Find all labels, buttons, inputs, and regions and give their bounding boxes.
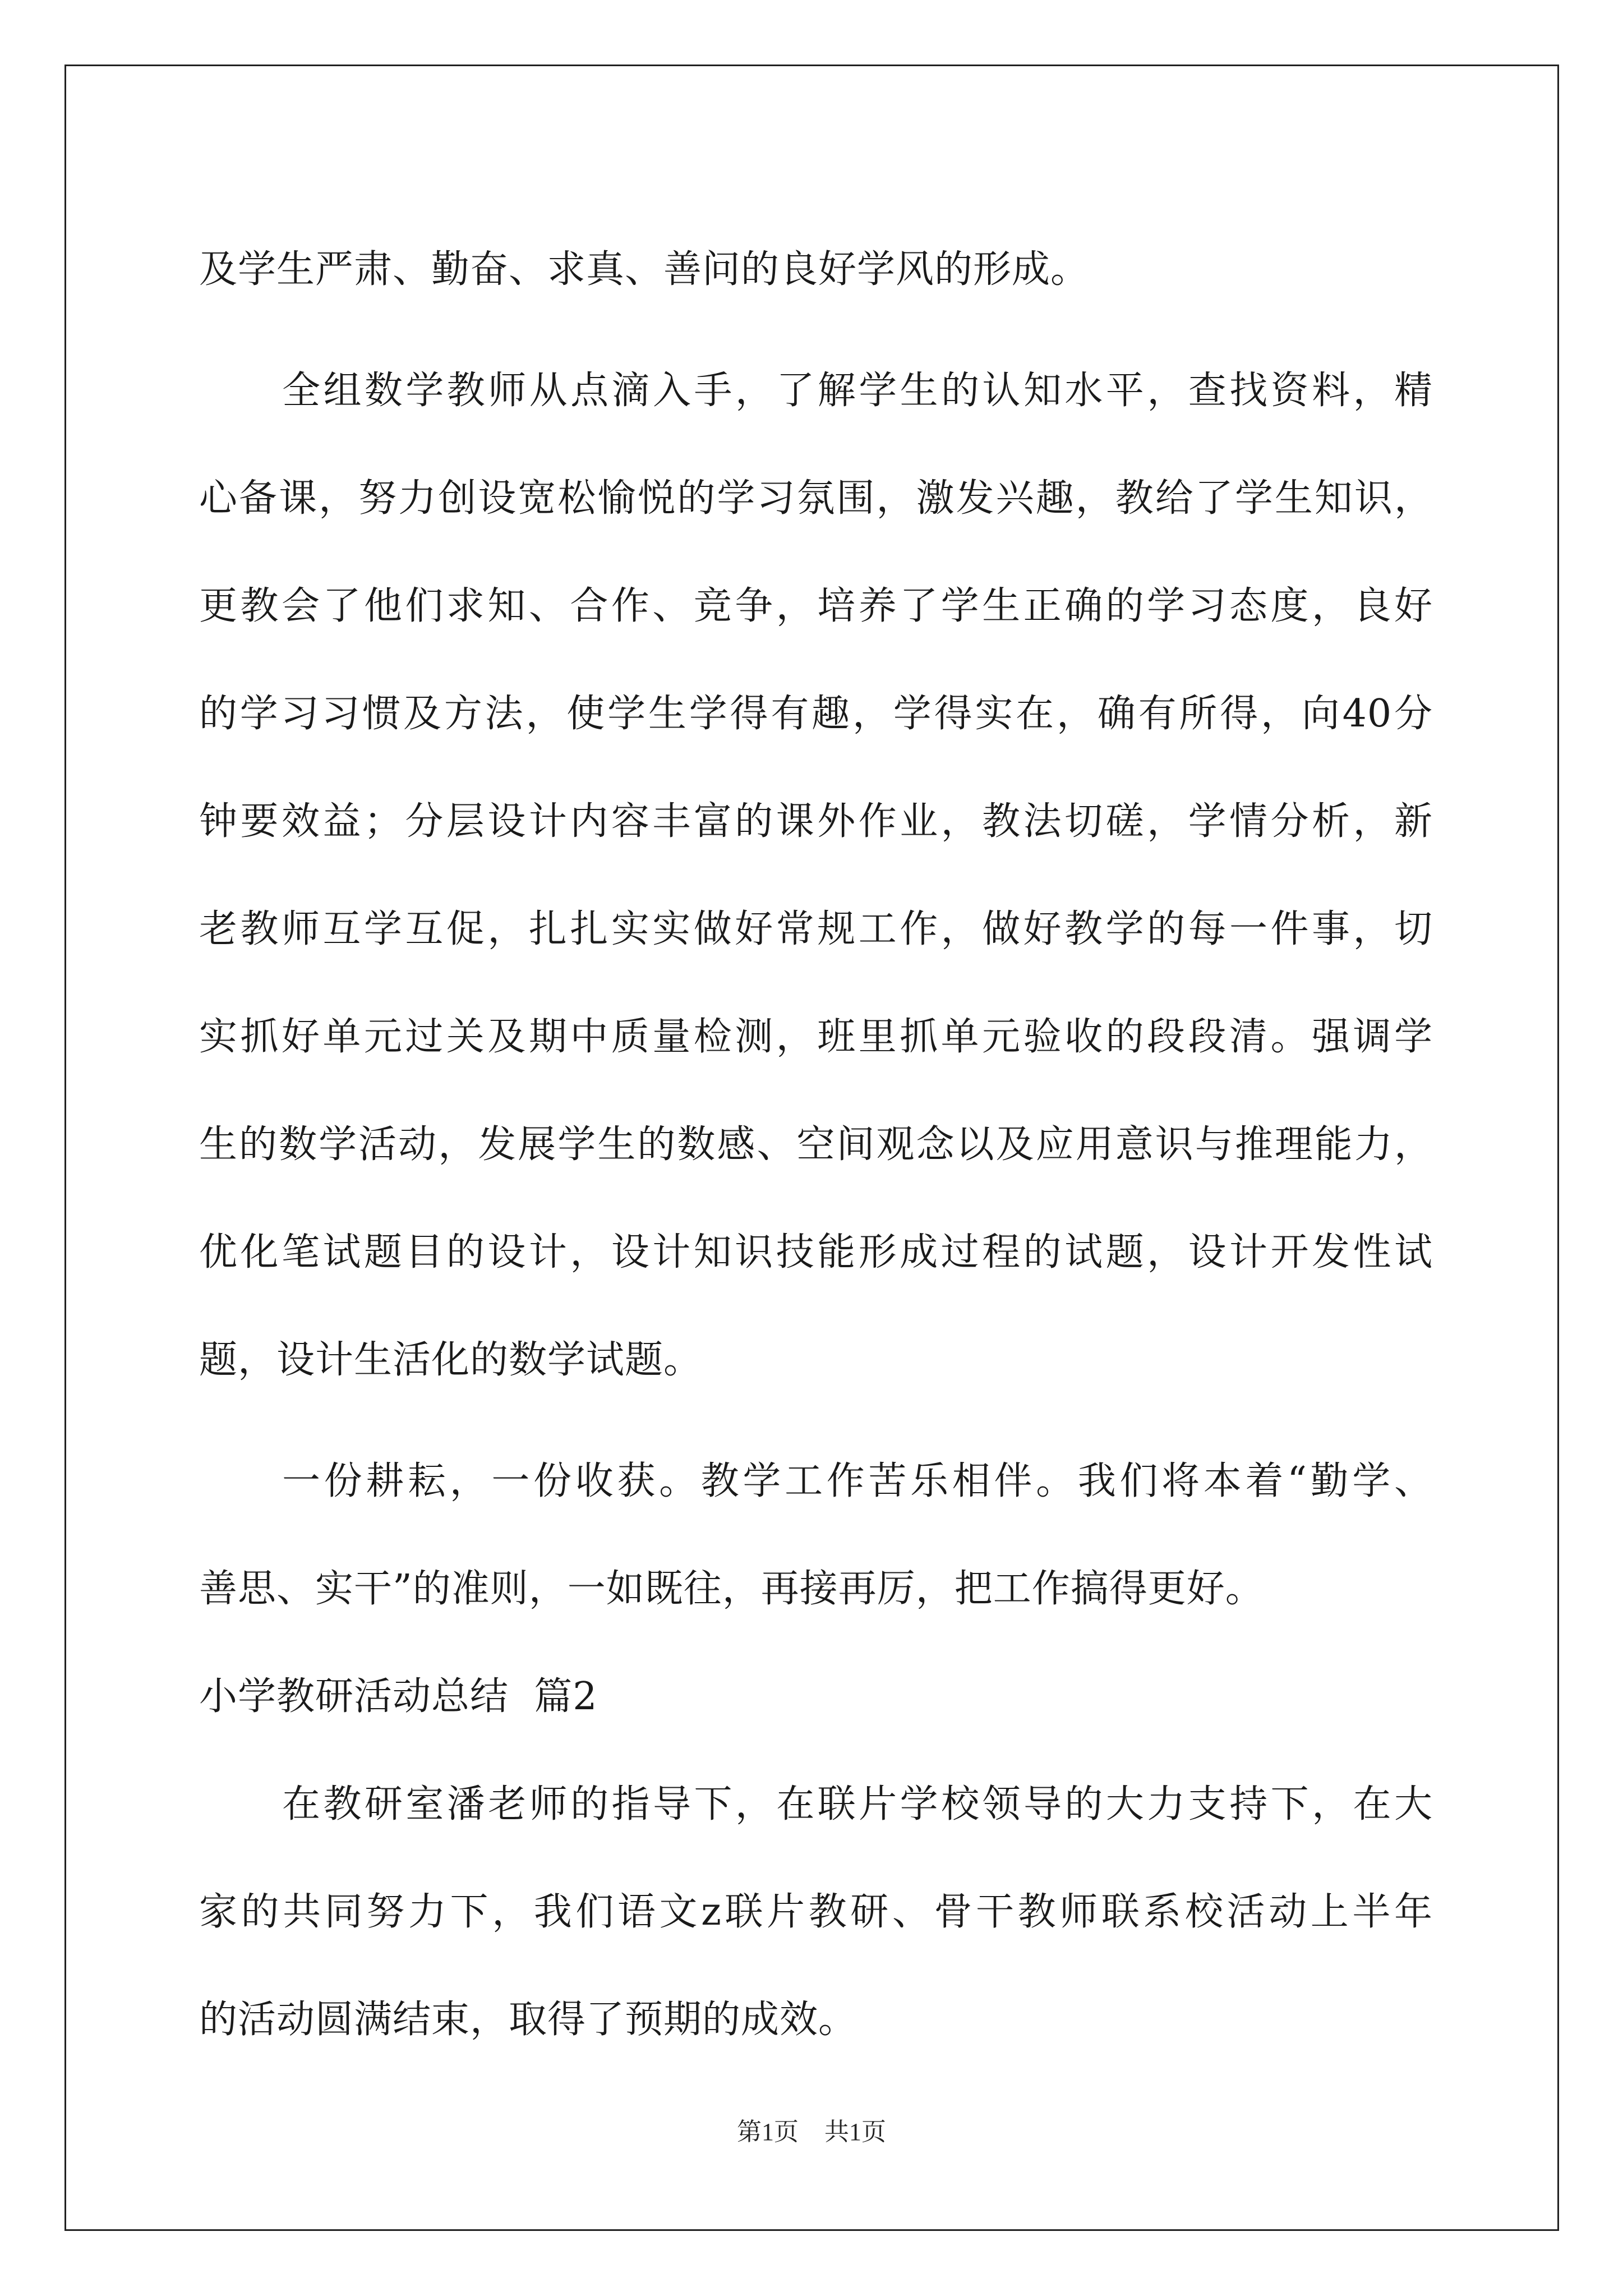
text-line: 心备课，努力创设宽松愉悦的学习氛围，激发兴趣，教给了学生知识， <box>199 476 1433 521</box>
text-line: 实抓好单元过关及期中质量检测，班里抓单元验收的段段清。强调学 <box>199 1015 1433 1059</box>
text-line: 的学习习惯及方法，使学生学得有趣，学得实在，确有所得，向40分 <box>199 692 1433 736</box>
text-line: 善思、实干”的准则，一如既往，再接再厉，把工作搞得更好。 <box>199 1567 1264 1611</box>
text-line: 全组数学教师从点滴入手，了解学生的认知水平，查找资料，精 <box>282 369 1433 413</box>
paragraph <box>199 1428 1433 1643</box>
text-line: 题，设计生活化的数学试题。 <box>199 1338 703 1382</box>
paragraph <box>199 216 1433 337</box>
text-line: 的活动圆满结束，取得了预期的成效。 <box>199 1998 857 2042</box>
document-body <box>199 216 1433 2074</box>
text-line: 家的共同努力下，我们语文z联片教研、骨干教师联系校活动上半年 <box>199 1890 1433 1934</box>
section-heading <box>199 1643 1433 1751</box>
text-line: 生的数学活动，发展学生的数感、空间观念以及应用意识与推理能力， <box>199 1122 1433 1167</box>
text-line: 在教研室潘老师的指导下，在联片学校领导的大力支持下，在大 <box>282 1782 1433 1826</box>
page-number-total: 共1页 <box>824 2118 886 2146</box>
page-footer <box>0 2111 1623 2147</box>
page-number-current: 第1页 <box>737 2118 799 2146</box>
text-line: 老教师互学互促，扎扎实实做好常规工作，做好教学的每一件事，切 <box>199 907 1433 951</box>
text-line: 钟要效益；分层设计内容丰富的课外作业，教法切磋，学情分析，新 <box>199 799 1433 844</box>
paragraph <box>199 1751 1433 2074</box>
paragraph <box>199 337 1433 1428</box>
text-line: 优化笔试题目的设计，设计知识技能形成过程的试题，设计开发性试 <box>199 1230 1433 1274</box>
text-line: 及学生严肃、勤奋、求真、善问的良好学风的形成。 <box>199 247 1090 292</box>
text-line: 更教会了他们求知、合作、竞争，培养了学生正确的学习态度，良好 <box>199 584 1433 628</box>
text-line: 一份耕耘，一份收获。教学工作苦乐相伴。我们将本着“勤学、 <box>282 1459 1433 1503</box>
heading-text: 小学教研活动总结 篇2 <box>199 1674 598 1719</box>
